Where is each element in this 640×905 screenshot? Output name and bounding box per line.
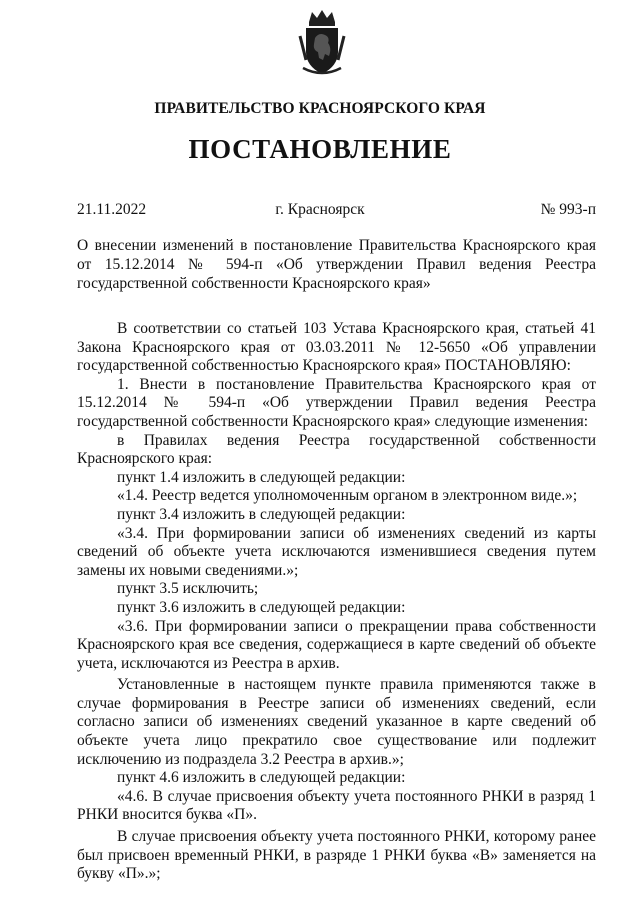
document-number: № 993-п — [540, 201, 596, 218]
paragraph: «3.4. При формировании записи об изменениях сведений из карты сведений об объекте учета исключаются изменившиеся сведения путем замены их новыми сведениями.»; — [77, 524, 596, 579]
document-type: ПОСТАНОВЛЕНИЕ — [188, 134, 452, 164]
authority-name: ПРАВИТЕЛЬСТВО КРАСНОЯРСКОГО КРАЯ — [154, 100, 486, 117]
paragraph: пункт 3.5 исключить; — [117, 580, 259, 598]
paragraph: «4.6. В случае присвоения объекту учета постоянного РНКИ в разряд 1 РНКИ вносится буква «П». — [77, 787, 596, 824]
document-date: 21.11.2022 — [77, 201, 147, 218]
document-city: г. Красноярск — [275, 201, 365, 218]
paragraph: «3.6. При формировании записи о прекращении права собственности Красноярского края все сведения, содержащиеся в карте сведений об объекте учета, исключаются из Реестра в архив. — [77, 617, 596, 672]
paragraph: пункт 4.6 изложить в следующей редакции: — [117, 769, 406, 787]
paragraph: В соответствии со статьей 103 Устава Красноярского края, статьей 41 Закона Красноярского края от 03.03.2011 № 12-5650 «Об управлении государственной собственностью Красноярского края» ПОСТАНОВЛЯЮ: — [77, 320, 596, 375]
paragraph: пункт 3.6 изложить в следующей редакции: — [117, 598, 406, 616]
paragraph: пункт 3.4 изложить в следующей редакции: — [117, 505, 406, 523]
paragraph: Установленные в настоящем пункте правила применяются также в случае формирования в Реестре записи об изменениях сведений, если согласно записи об изменениях сведений указанное в карте сведений об объекте учета лицо прекратило свое существование или подлежит исключению из подраздела 3.2 Реестра в архив.»; — [77, 676, 596, 768]
krasnoyarsk-coat-of-arms-icon — [297, 8, 347, 78]
paragraph: В случае присвоения объекту учета постоянного РНКИ, которому ранее был присвоен временный РНКИ, в разряде 1 РНКИ буква «В» заменяется на букву «П».»; — [77, 828, 596, 883]
paragraph: «1.4. Реестр ведется уполномоченным органом в электронном виде.»; — [117, 487, 578, 505]
document-body — [77, 320, 596, 884]
paragraph: 1. Внести в постановление Правительства Красноярского края от 15.12.2014 № 594-п «Об утверждении Правил ведения Реестра государственной собственности Красноярского края» следующие изменения: — [77, 375, 596, 430]
document-subject: О внесении изменений в постановление Правительства Красноярского края от 15.12.2014 № 594-п «Об утверждении Правил ведения Реестра государственной собственности Красноярского края» — [77, 237, 596, 292]
paragraph: в Правилах ведения Реестра государственной собственности Красноярского края: — [77, 431, 596, 468]
paragraph: пункт 1.4 изложить в следующей редакции: — [117, 468, 406, 486]
